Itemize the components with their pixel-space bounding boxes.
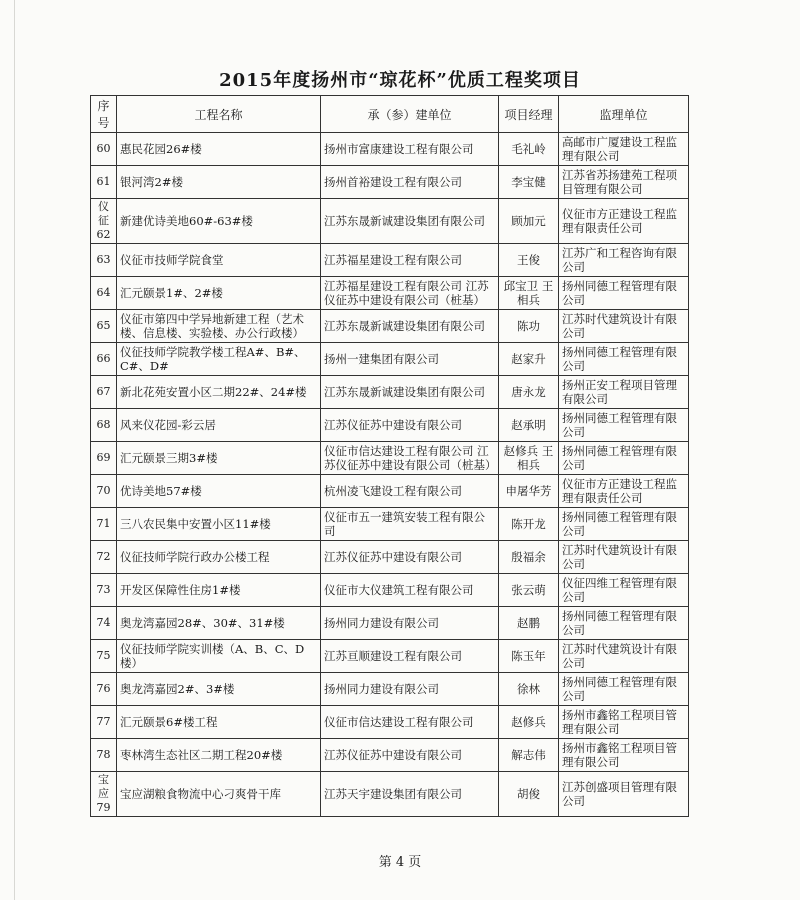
table-row [91,607,689,640]
table-row [91,541,689,574]
row-supervisor: 扬州同德工程管理有限公司 [559,343,689,376]
table-row [91,409,689,442]
row-supervisor: 江苏广和工程咨询有限公司 [559,244,689,277]
row-project-manager: 陈玉年 [499,640,559,673]
row-no: 70 [91,475,117,508]
row-no: 61 [91,166,117,199]
row-supervisor: 扬州同德工程管理有限公司 [559,508,689,541]
row-supervisor: 扬州市鑫铭工程项目管理有限公司 [559,739,689,772]
table-row [91,166,689,199]
row-project-name: 优诗美地57#楼 [117,475,321,508]
row-no: 64 [91,277,117,310]
row-project-manager: 赵修兵 [499,706,559,739]
row-project-manager: 王俊 [499,244,559,277]
document-title: 2015年度扬州市“琼花杯”优质工程奖项目 [219,70,581,91]
row-supervisor: 扬州同德工程管理有限公司 [559,409,689,442]
row-contractor: 仪征市信达建设工程有限公司 江苏仪征苏中建设有限公司（桩基） [321,442,499,475]
row-supervisor: 高邮市广厦建设工程监理有限公司 [559,133,689,166]
row-no: 63 [91,244,117,277]
row-no: 仪征62 [91,199,117,244]
table-row [91,475,689,508]
table-row [91,442,689,475]
row-project-name: 新北花苑安置小区二期22#、24#楼 [117,376,321,409]
row-project-name: 枣林湾生态社区二期工程20#楼 [117,739,321,772]
row-project-manager: 陈功 [499,310,559,343]
row-project-manager: 赵家升 [499,343,559,376]
table-row [91,772,689,817]
row-contractor: 扬州同力建设有限公司 [321,607,499,640]
table-header-row [91,96,689,133]
row-contractor: 仪征市信达建设工程有限公司 [321,706,499,739]
row-supervisor: 扬州同德工程管理有限公司 [559,442,689,475]
award-projects-table [90,95,689,817]
row-no: 65 [91,310,117,343]
table-row [91,244,689,277]
row-no: 67 [91,376,117,409]
row-contractor: 扬州首裕建设工程有限公司 [321,166,499,199]
row-supervisor: 仪征市方正建设工程监理有限责任公司 [559,199,689,244]
table-row [91,739,689,772]
header-project-name: 工程名称 [117,96,321,133]
row-project-manager: 毛礼岭 [499,133,559,166]
row-project-name: 三八农民集中安置小区11#楼 [117,508,321,541]
row-contractor: 江苏天宇建设集团有限公司 [321,772,499,817]
row-supervisor: 扬州同德工程管理有限公司 [559,607,689,640]
row-project-manager: 陈开龙 [499,508,559,541]
row-contractor: 扬州同力建设有限公司 [321,673,499,706]
table-row [91,199,689,244]
row-no: 75 [91,640,117,673]
row-no: 71 [91,508,117,541]
row-supervisor: 仪征市方正建设工程监理有限责任公司 [559,475,689,508]
row-project-manager: 赵鹏 [499,607,559,640]
row-contractor: 仪征市大仪建筑工程有限公司 [321,574,499,607]
row-supervisor: 江苏时代建筑设计有限公司 [559,310,689,343]
row-contractor: 杭州凌飞建设工程有限公司 [321,475,499,508]
row-contractor: 江苏仪征苏中建设有限公司 [321,409,499,442]
row-no: 72 [91,541,117,574]
row-contractor: 江苏东晟新诚建设集团有限公司 [321,199,499,244]
row-project-manager: 张云萌 [499,574,559,607]
table-row [91,508,689,541]
row-contractor: 江苏仪征苏中建设有限公司 [321,541,499,574]
row-project-name: 风来仪花园-彩云居 [117,409,321,442]
row-project-name: 汇元颐景1#、2#楼 [117,277,321,310]
row-contractor: 江苏仪征苏中建设有限公司 [321,739,499,772]
row-project-manager: 赵承明 [499,409,559,442]
row-supervisor: 江苏时代建筑设计有限公司 [559,541,689,574]
row-project-name: 奥龙湾嘉园2#、3#楼 [117,673,321,706]
row-project-name: 银河湾2#楼 [117,166,321,199]
row-supervisor: 江苏时代建筑设计有限公司 [559,640,689,673]
row-project-manager: 李宝健 [499,166,559,199]
row-project-name: 汇元颐景三期3#楼 [117,442,321,475]
page-number: 第 4 页 [378,855,422,870]
row-project-manager: 解志伟 [499,739,559,772]
row-contractor: 江苏福星建设工程有限公司 [321,244,499,277]
row-supervisor: 江苏省苏扬建苑工程项目管理有限公司 [559,166,689,199]
row-contractor: 江苏东晟新诚建设集团有限公司 [321,310,499,343]
row-project-name: 仪征技师学院行政办公楼工程 [117,541,321,574]
row-supervisor: 仪征四维工程管理有限公司 [559,574,689,607]
row-contractor: 江苏东晟新诚建设集团有限公司 [321,376,499,409]
row-no: 宝应79 [91,772,117,817]
scan-page-edge [14,0,15,900]
row-no: 66 [91,343,117,376]
row-contractor: 江苏亘顺建设工程有限公司 [321,640,499,673]
header-contractor: 承（参）建单位 [321,96,499,133]
row-project-manager: 申屠华芳 [499,475,559,508]
row-project-name: 仪征技师学院实训楼（A、B、C、D楼） [117,640,321,673]
table-row [91,673,689,706]
table-row [91,310,689,343]
row-project-manager: 唐永龙 [499,376,559,409]
row-no: 76 [91,673,117,706]
row-project-name: 仪征市第四中学异地新建工程（艺术楼、信息楼、实验楼、办公行政楼） [117,310,321,343]
row-supervisor: 扬州正安工程项目管理有限公司 [559,376,689,409]
row-supervisor: 扬州同德工程管理有限公司 [559,277,689,310]
row-no: 78 [91,739,117,772]
row-project-manager: 胡俊 [499,772,559,817]
row-contractor: 江苏福星建设工程有限公司 江苏仪征苏中建设有限公司（桩基） [321,277,499,310]
header-no: 序号 [91,96,117,133]
row-contractor: 扬州一建集团有限公司 [321,343,499,376]
row-no: 69 [91,442,117,475]
header-supervisor: 监理单位 [559,96,689,133]
row-project-name: 惠民花园26#楼 [117,133,321,166]
row-project-name: 新建优诗美地60#-63#楼 [117,199,321,244]
row-no: 60 [91,133,117,166]
row-contractor: 扬州市富康建设工程有限公司 [321,133,499,166]
table-row [91,133,689,166]
table-row [91,277,689,310]
row-no: 74 [91,607,117,640]
table-row [91,574,689,607]
row-project-name: 奥龙湾嘉园28#、30#、31#楼 [117,607,321,640]
row-project-name: 汇元颐景6#楼工程 [117,706,321,739]
row-supervisor: 江苏创盛项目管理有限公司 [559,772,689,817]
row-project-manager: 顾加元 [499,199,559,244]
row-contractor: 仪征市五一建筑安装工程有限公司 [321,508,499,541]
row-supervisor: 扬州同德工程管理有限公司 [559,673,689,706]
header-project-manager: 项目经理 [499,96,559,133]
table-row [91,376,689,409]
row-no: 73 [91,574,117,607]
row-supervisor: 扬州市鑫铭工程项目管理有限公司 [559,706,689,739]
row-project-manager: 殷福余 [499,541,559,574]
row-project-manager: 徐林 [499,673,559,706]
row-project-name: 仪征技师学院教学楼工程A#、B#、C#、D# [117,343,321,376]
table-row [91,640,689,673]
row-project-name: 宝应湖粮食物流中心刁爽骨干库 [117,772,321,817]
row-no: 77 [91,706,117,739]
row-project-manager: 赵修兵 王相兵 [499,442,559,475]
table-row [91,706,689,739]
table-row [91,343,689,376]
row-project-manager: 邱宝卫 王相兵 [499,277,559,310]
row-project-name: 开发区保障性住房1#楼 [117,574,321,607]
row-no: 68 [91,409,117,442]
row-project-name: 仪征市技师学院食堂 [117,244,321,277]
